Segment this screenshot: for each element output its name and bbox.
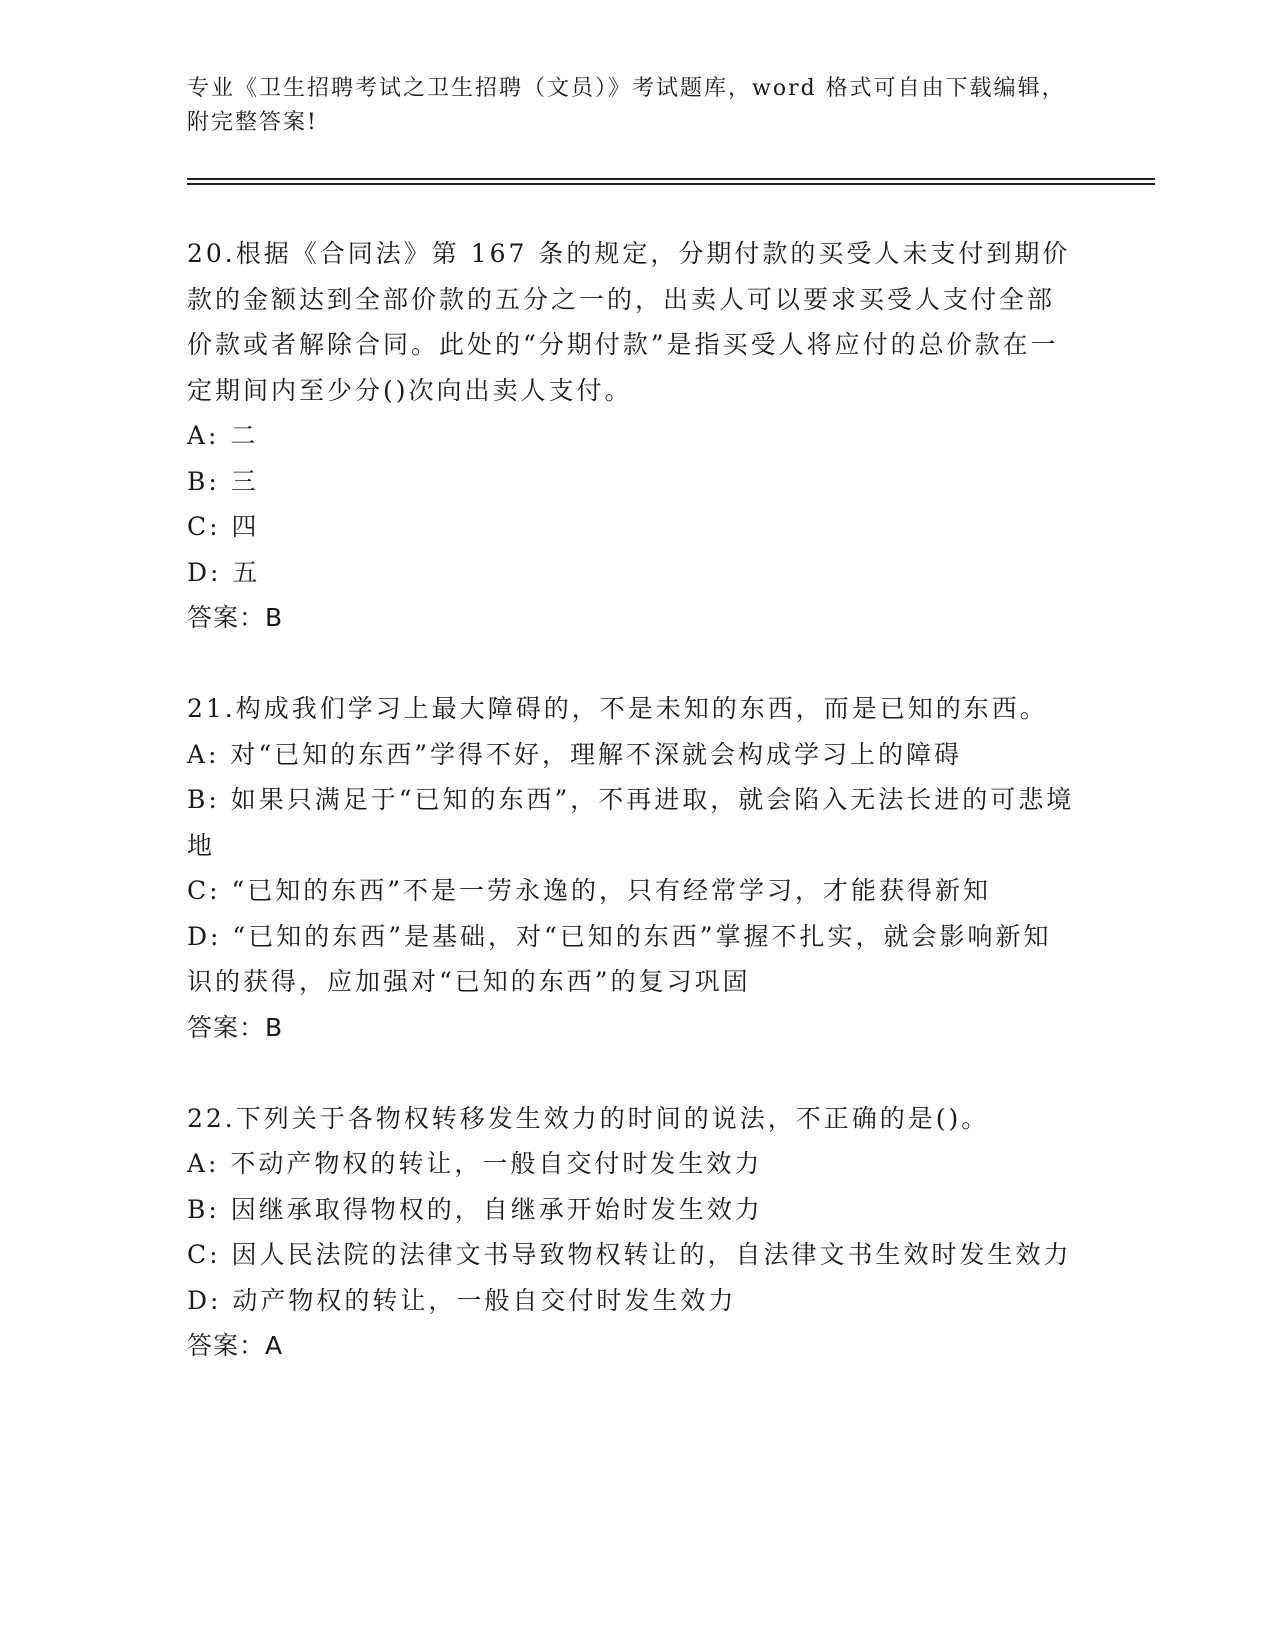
answer-line: 答案：B (187, 603, 284, 632)
answer-line: 答案：B (187, 1012, 284, 1042)
option-a: A: 对“已知的东西”学得不好，理解不深就会构成学习上的障碍 (187, 739, 962, 769)
option-c: C: “已知的东西”不是一劳永逸的，只有经常学习，才能获得新知 (187, 876, 992, 905)
option-a: A: 二 (187, 421, 259, 450)
option-b: B: 因继承取得物权的，自继承开始时发生效力 (187, 1194, 763, 1224)
question-21 (187, 686, 1077, 1050)
header-intro-text: 专业《卫生招聘考试之卫生招聘（文员）》考试题库，word 格式可自由下载编辑，附完整答案! (187, 76, 1066, 135)
option-d: D: 动产物权的转让，一般自交付时发生效力 (187, 1285, 737, 1315)
option-d: D: “已知的东西”是基础，对“已知的东西”掌握不扎实，就会影响新知识的获得，应加强对“已知的东西”的复习巩固 (187, 921, 1052, 996)
header-divider-bottom (187, 183, 1155, 185)
option-a: A: 不动产物权的转让，一般自交付时发生效力 (187, 1149, 763, 1178)
question-text: 20.根据《合同法》第 167 条的规定，分期付款的买受人未支付到期价款的金额达到全部价款的五分之一的，出卖人可以要求买受人支付全部价款或者解除合同。此处的“分期付款”是指买受人将应付的总价款在一定期间内至少分()次向出卖人支付。 (187, 239, 1071, 405)
question-text: 22.下列关于各物权转移发生效力的时间的说法，不正确的是()。 (187, 1103, 990, 1133)
option-d: D: 五 (187, 557, 261, 587)
question-20 (187, 231, 1077, 641)
question-text: 21.构成我们学习上最大障碍的，不是未知的东西，而是已知的东西。 (187, 694, 1048, 723)
option-b: B: 如果只满足于“已知的东西”，不再进取，就会陷入无法长进的可悲境地 (187, 785, 1075, 860)
document-header (187, 72, 1067, 140)
option-c: C: 因人民法院的法律文书导致物权转让的，自法律文书生效时发生效力 (187, 1240, 1072, 1269)
option-c: C: 四 (187, 512, 260, 541)
option-b: B: 三 (187, 466, 259, 496)
header-divider-top (187, 178, 1155, 180)
question-22 (187, 1096, 1077, 1369)
question-list (187, 231, 1077, 1414)
answer-line: 答案：A (187, 1331, 284, 1360)
